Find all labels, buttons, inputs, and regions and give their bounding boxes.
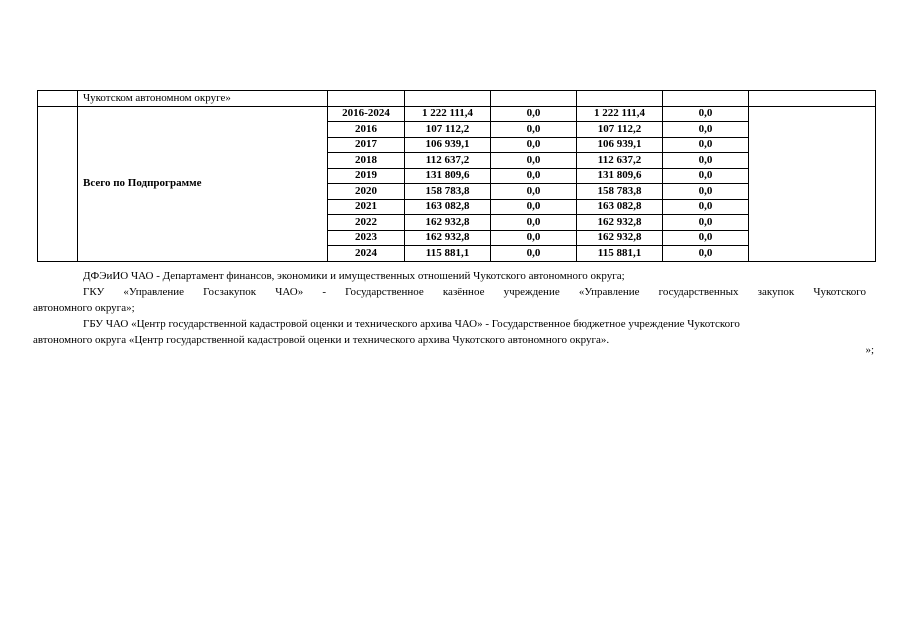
note-gku-line2: автономного округа»;: [33, 302, 135, 314]
abbreviations-notes: [33, 268, 866, 348]
year-cell: 2017: [328, 137, 405, 153]
total-label: Всего по Подпрограмме: [78, 106, 328, 261]
subprogram-funding-table: [37, 90, 876, 262]
amount-cell: 162 932,8: [405, 230, 491, 246]
amount-cell: 106 939,1: [405, 137, 491, 153]
amount-cell: 0,0: [663, 246, 749, 262]
amount-cell: 0,0: [663, 215, 749, 231]
year-cell: 2016-2024: [328, 106, 405, 122]
amount-cell: 0,0: [491, 199, 577, 215]
amount-cell: 162 932,8: [577, 230, 663, 246]
amount-cell: 115 881,1: [405, 246, 491, 262]
amount-cell: 1 222 111,4: [577, 106, 663, 122]
amount-cell: 0,0: [491, 122, 577, 138]
amount-cell: 0,0: [491, 246, 577, 262]
amount-cell: 162 932,8: [405, 215, 491, 231]
amount-cell: 112 637,2: [405, 153, 491, 169]
note-dfeiio: ДФЭиИО ЧАО - Департамент финансов, экономики и имущественных отношений Чукотского автономного округа;: [83, 270, 625, 282]
amount-cell: 163 082,8: [577, 199, 663, 215]
table-row: [38, 106, 876, 122]
amount-cell: 131 809,6: [405, 168, 491, 184]
amount-cell: 0,0: [663, 199, 749, 215]
table-row-continuation: [38, 91, 876, 107]
amount-cell: 131 809,6: [577, 168, 663, 184]
notes-cell: [749, 106, 876, 261]
amount-cell: 0,0: [491, 106, 577, 122]
amount-cell: 0,0: [491, 184, 577, 200]
amount-cell: 107 112,2: [405, 122, 491, 138]
year-cell: 2022: [328, 215, 405, 231]
amount-cell: 0,0: [663, 153, 749, 169]
row-number-cell: [38, 106, 78, 261]
amount-cell: 0,0: [663, 230, 749, 246]
amount-cell: 163 082,8: [405, 199, 491, 215]
year-cell: 2020: [328, 184, 405, 200]
amount-cell: 162 932,8: [577, 215, 663, 231]
amount-cell: 0,0: [663, 168, 749, 184]
amount-cell: 0,0: [491, 230, 577, 246]
amount-cell: 115 881,1: [577, 246, 663, 262]
amount-cell: 1 222 111,4: [405, 106, 491, 122]
amount-cell: 112 637,2: [577, 153, 663, 169]
amount-cell: 158 783,8: [405, 184, 491, 200]
note-gku-line1: ГКУ «Управление Госзакупок ЧАО» - Государственное казённое учреждение «Управление государственных закупок Чукотского: [83, 286, 866, 298]
row-label-continuation: Чукотском автономном округе»: [78, 91, 328, 107]
closing-quote-mark: »;: [865, 344, 874, 356]
year-cell: 2024: [328, 246, 405, 262]
amount-cell: 0,0: [663, 106, 749, 122]
amount-cell: 0,0: [663, 122, 749, 138]
amount-cell: 0,0: [491, 168, 577, 184]
amount-cell: 0,0: [663, 184, 749, 200]
amount-cell: 107 112,2: [577, 122, 663, 138]
amount-cell: 0,0: [491, 137, 577, 153]
note-gbu-line1: ГБУ ЧАО «Центр государственной кадастровой оценки и технического архива ЧАО» - Государственное бюджетное учреждение Чукотского: [83, 318, 740, 330]
year-cell: 2023: [328, 230, 405, 246]
note-gbu-line2: автономного округа «Центр государственной кадастровой оценки и технического архива Чукотского автономного округа».: [33, 334, 610, 346]
year-cell: 2016: [328, 122, 405, 138]
amount-cell: 0,0: [491, 153, 577, 169]
year-cell: 2018: [328, 153, 405, 169]
amount-cell: 158 783,8: [577, 184, 663, 200]
year-cell: 2021: [328, 199, 405, 215]
amount-cell: 0,0: [663, 137, 749, 153]
amount-cell: 0,0: [491, 215, 577, 231]
year-cell: 2019: [328, 168, 405, 184]
amount-cell: 106 939,1: [577, 137, 663, 153]
